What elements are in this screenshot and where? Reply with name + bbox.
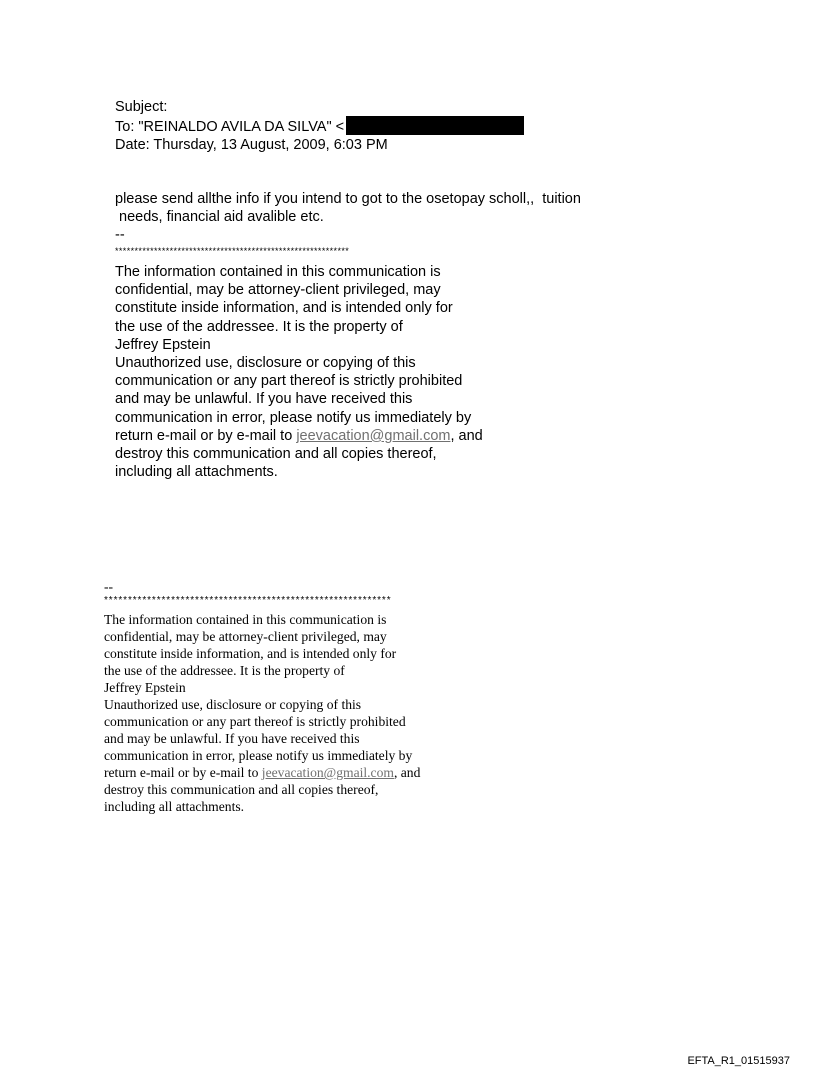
message-line: needs, financial aid avalible etc. (115, 209, 324, 226)
to-text: To: "REINALDO AVILA DA SILVA" < (115, 119, 345, 135)
footer-line: including all attachments. (104, 799, 245, 814)
footer-dashes: -- (104, 579, 114, 594)
return-prefix: return e-mail or by e-mail to (115, 427, 297, 444)
signature-disclaimer (115, 263, 483, 481)
to-line (115, 116, 524, 136)
message-line: please send allthe info if you intend to got to the osetopay scholl,, tuition (115, 191, 581, 207)
disclaimer-line: communication in error, please notify us immediately by (115, 409, 472, 426)
footer-line: the use of the addressee. It is the property of (104, 663, 345, 678)
disclaimer-line: the use of the addressee. It is the property of (115, 318, 403, 335)
footer-email-link[interactable]: jeevacation@gmail.com (261, 765, 394, 780)
footer-line: and may be unlawful. If you have received this (104, 731, 360, 746)
disclaimer-line: Jeffrey Epstein (115, 336, 211, 353)
footer-line: The information contained in this communication is (104, 612, 387, 627)
footer-line: communication or any part thereof is strictly prohibited (104, 714, 406, 729)
disclaimer-line: communication or any part thereof is strictly prohibited (115, 373, 463, 390)
message-body (115, 190, 581, 257)
footer-line: constitute inside information, and is intended only for (104, 646, 397, 661)
date-line: Date: Thursday, 13 August, 2009, 6:03 PM (115, 137, 388, 153)
disclaimer-line: Unauthorized use, disclosure or copying of this (115, 355, 416, 372)
return-suffix: , and (450, 427, 483, 444)
footer-disclaimer (104, 578, 420, 815)
footer-line: confidential, may be attorney-client privileged, may (104, 629, 387, 644)
email-link[interactable]: jeevacation@gmail.com (296, 427, 451, 444)
footer-line: Jeffrey Epstein (104, 680, 186, 695)
disclaimer-line: including all attachments. (115, 464, 278, 481)
footer-return-suffix: , and (393, 765, 421, 780)
subject-line: Subject: (115, 99, 168, 115)
redaction-bar (346, 116, 524, 135)
disclaimer-line (115, 427, 483, 445)
footer-return-prefix: return e-mail or by e-mail to (104, 765, 262, 780)
disclaimer-line: destroy this communication and all copies thereof, (115, 446, 437, 463)
disclaimer-line: The information contained in this communication is (115, 264, 441, 280)
signature-stars: ************************************************************ (115, 245, 350, 256)
footer-line: Unauthorized use, disclosure or copying of this (104, 697, 362, 712)
disclaimer-line: confidential, may be attorney-client privileged, may (115, 282, 441, 299)
disclaimer-line: and may be unlawful. If you have received this (115, 391, 413, 408)
document-id: EFTA_R1_01515937 (687, 1055, 790, 1067)
footer-stars: ************************************************************ (104, 595, 392, 606)
footer-line (104, 764, 420, 781)
footer-line: destroy this communication and all copies thereof, (104, 782, 379, 797)
email-header (115, 98, 524, 154)
signature-dashes: -- (115, 227, 125, 244)
footer-line: communication in error, please notify us immediately by (104, 748, 413, 763)
disclaimer-line: constitute inside information, and is intended only for (115, 300, 453, 317)
